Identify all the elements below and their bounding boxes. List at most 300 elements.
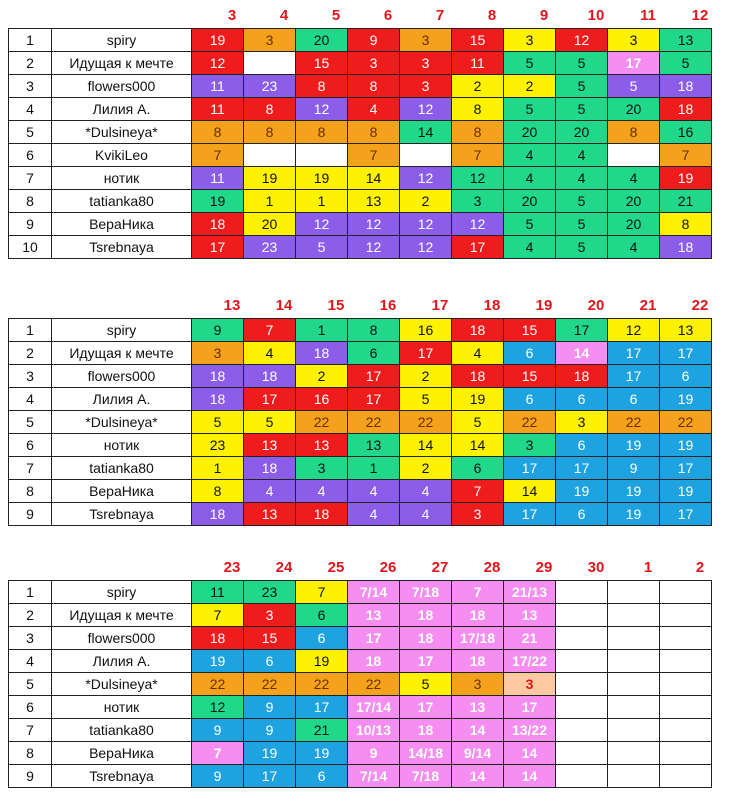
column-header: 7: [435, 7, 445, 24]
score-cell: 5: [660, 52, 712, 75]
participant-name: *Dulsineya*: [52, 673, 192, 696]
score-cell: 19: [556, 480, 608, 503]
score-cell: 13: [348, 434, 400, 457]
score-cell: 9: [348, 742, 400, 765]
score-cell: 14: [400, 434, 452, 457]
score-cell: 7/14: [348, 765, 400, 788]
score-cell: 5: [244, 411, 296, 434]
table-row: [9, 388, 712, 411]
score-cell: 5: [556, 190, 608, 213]
score-cell: 8: [192, 121, 244, 144]
score-cell: [400, 144, 452, 167]
score-cell: 14: [504, 765, 556, 788]
table-block-3: [8, 558, 720, 794]
score-cell: 15: [296, 52, 348, 75]
score-cell: 15: [504, 365, 556, 388]
score-cell: 2: [400, 365, 452, 388]
column-header: 4: [279, 7, 289, 24]
score-cell: 12: [296, 213, 348, 236]
participant-name: Лилия А.: [52, 650, 192, 673]
column-header: 5: [331, 7, 341, 24]
score-cell: 18: [400, 719, 452, 742]
row-number: 2: [9, 604, 52, 627]
score-cell: 19: [192, 190, 244, 213]
table-row: [9, 673, 712, 696]
score-cell: 4: [296, 480, 348, 503]
score-cell: [556, 627, 608, 650]
score-cell: 5: [556, 236, 608, 259]
score-cell: 7/18: [400, 581, 452, 604]
score-cell: 5: [556, 75, 608, 98]
row-number: 8: [9, 480, 52, 503]
score-cell: 18: [660, 75, 712, 98]
table-block-1: [8, 6, 720, 268]
column-header: 2: [695, 559, 705, 576]
column-header: 21: [639, 297, 657, 314]
score-cell: 20: [296, 29, 348, 52]
participant-name: spiry: [52, 581, 192, 604]
column-header: 17: [431, 297, 449, 314]
score-cell: [660, 696, 712, 719]
score-cell: 3: [400, 29, 452, 52]
score-cell: [608, 627, 660, 650]
row-number: 5: [9, 121, 52, 144]
score-cell: 17: [660, 457, 712, 480]
score-cell: 17: [244, 765, 296, 788]
score-cell: [608, 719, 660, 742]
score-cell: 4: [348, 480, 400, 503]
score-cell: 13: [504, 604, 556, 627]
column-header: 26: [379, 559, 397, 576]
score-cell: 3: [296, 457, 348, 480]
score-cell: 3: [608, 29, 660, 52]
participant-name: нотик: [52, 696, 192, 719]
score-cell: 8: [660, 213, 712, 236]
score-cell: [556, 581, 608, 604]
score-cell: 2: [452, 75, 504, 98]
score-cell: 22: [192, 673, 244, 696]
score-cell: 6: [296, 627, 348, 650]
score-cell: 17: [660, 503, 712, 526]
table-row: [9, 581, 712, 604]
score-cell: 17/22: [504, 650, 556, 673]
score-cell: 18: [452, 604, 504, 627]
score-cell: [660, 765, 712, 788]
score-cell: [660, 650, 712, 673]
score-cell: 4: [400, 480, 452, 503]
row-number: 3: [9, 627, 52, 650]
score-cell: 12: [192, 696, 244, 719]
score-cell: 6: [504, 342, 556, 365]
participant-name: spiry: [52, 29, 192, 52]
participant-name: tatianka80: [52, 190, 192, 213]
score-cell: 8: [348, 75, 400, 98]
score-cell: 4: [400, 503, 452, 526]
score-cell: 19: [660, 388, 712, 411]
score-cell: 13/22: [504, 719, 556, 742]
score-cell: 13: [660, 29, 712, 52]
score-cell: 19: [660, 434, 712, 457]
score-cell: 8: [348, 319, 400, 342]
schedule-table: [8, 580, 712, 788]
column-header: 1: [643, 559, 653, 576]
row-number: 6: [9, 434, 52, 457]
column-header: 20: [587, 297, 605, 314]
score-cell: 1: [348, 457, 400, 480]
score-cell: 18: [400, 627, 452, 650]
score-cell: 8: [296, 75, 348, 98]
score-cell: 13: [348, 190, 400, 213]
score-cell: 9: [348, 29, 400, 52]
column-header: 9: [539, 7, 549, 24]
score-cell: 11: [452, 52, 504, 75]
participant-name: Tsrebnaya: [52, 236, 192, 259]
participant-name: Идущая к мечте: [52, 342, 192, 365]
score-cell: 7: [348, 144, 400, 167]
score-cell: [660, 673, 712, 696]
participant-name: KvikiLeo: [52, 144, 192, 167]
score-cell: 3: [192, 342, 244, 365]
score-cell: 7: [296, 581, 348, 604]
schedule-table: [8, 28, 712, 259]
score-cell: 4: [348, 98, 400, 121]
table-row: [9, 627, 712, 650]
score-cell: 18: [192, 365, 244, 388]
row-number: 4: [9, 98, 52, 121]
table-row: [9, 604, 712, 627]
score-cell: 2: [400, 190, 452, 213]
participant-name: flowers000: [52, 75, 192, 98]
table-row: [9, 144, 712, 167]
score-cell: 8: [244, 121, 296, 144]
score-cell: 6: [296, 765, 348, 788]
score-cell: 12: [192, 52, 244, 75]
score-cell: 5: [192, 411, 244, 434]
score-cell: 12: [400, 167, 452, 190]
score-cell: 2: [504, 75, 556, 98]
row-number: 3: [9, 365, 52, 388]
score-cell: 19: [660, 167, 712, 190]
score-cell: 14: [504, 742, 556, 765]
score-cell: 4: [244, 480, 296, 503]
score-cell: 9: [192, 765, 244, 788]
score-cell: 6: [296, 604, 348, 627]
row-number: 8: [9, 190, 52, 213]
table-row: [9, 29, 712, 52]
score-cell: 22: [296, 411, 348, 434]
score-cell: 5: [400, 388, 452, 411]
table-row: [9, 503, 712, 526]
column-header: 11: [640, 7, 656, 24]
score-cell: [608, 650, 660, 673]
score-cell: 3: [504, 29, 556, 52]
score-cell: 14: [452, 434, 504, 457]
column-header: 10: [587, 7, 605, 24]
row-number: 1: [9, 581, 52, 604]
score-cell: 17: [192, 236, 244, 259]
score-cell: 17: [556, 457, 608, 480]
score-cell: 16: [400, 319, 452, 342]
score-cell: 8: [452, 121, 504, 144]
score-cell: 21: [504, 627, 556, 650]
score-cell: 23: [244, 75, 296, 98]
score-cell: 20: [608, 98, 660, 121]
score-cell: [608, 144, 660, 167]
row-number: 7: [9, 167, 52, 190]
score-cell: 5: [504, 213, 556, 236]
score-cell: 18: [296, 503, 348, 526]
score-cell: 17: [348, 627, 400, 650]
score-cell: 7: [192, 604, 244, 627]
table-row: [9, 121, 712, 144]
row-number: 9: [9, 213, 52, 236]
score-cell: 6: [556, 388, 608, 411]
participant-name: нотик: [52, 434, 192, 457]
score-cell: 18: [660, 236, 712, 259]
column-header: 28: [483, 559, 501, 576]
participant-name: ВераНика: [52, 480, 192, 503]
score-cell: 17: [348, 388, 400, 411]
score-cell: 22: [296, 673, 348, 696]
score-cell: 17: [400, 650, 452, 673]
score-cell: 1: [192, 457, 244, 480]
score-cell: 8: [244, 98, 296, 121]
score-cell: 11: [192, 167, 244, 190]
score-cell: 5: [504, 98, 556, 121]
score-cell: 3: [244, 604, 296, 627]
score-cell: 13: [244, 503, 296, 526]
participant-name: Tsrebnaya: [52, 503, 192, 526]
column-header: 14: [275, 297, 293, 314]
score-cell: 13: [296, 434, 348, 457]
score-cell: 17: [400, 342, 452, 365]
score-cell: 17: [452, 236, 504, 259]
score-cell: 11: [192, 581, 244, 604]
column-header: 23: [223, 559, 241, 576]
score-cell: 12: [400, 98, 452, 121]
table-row: [9, 213, 712, 236]
score-cell: 17: [504, 457, 556, 480]
score-cell: [608, 581, 660, 604]
score-cell: [296, 144, 348, 167]
score-cell: 15: [452, 29, 504, 52]
column-header: 27: [431, 559, 449, 576]
score-cell: 18: [452, 319, 504, 342]
score-cell: 3: [452, 673, 504, 696]
table-row: [9, 342, 712, 365]
participant-name: Tsrebnaya: [52, 765, 192, 788]
table-row: [9, 457, 712, 480]
score-cell: 14: [504, 480, 556, 503]
column-header: 13: [223, 297, 241, 314]
score-cell: 6: [556, 503, 608, 526]
participant-name: *Dulsineya*: [52, 411, 192, 434]
score-cell: 22: [348, 411, 400, 434]
schedule-table: [8, 318, 712, 526]
score-cell: 18: [400, 604, 452, 627]
row-number: 4: [9, 650, 52, 673]
score-cell: 19: [244, 167, 296, 190]
score-cell: 7: [192, 742, 244, 765]
score-cell: 12: [296, 98, 348, 121]
score-cell: 18: [192, 388, 244, 411]
score-cell: 4: [452, 342, 504, 365]
score-cell: 7: [192, 144, 244, 167]
participant-name: spiry: [52, 319, 192, 342]
score-cell: 21/13: [504, 581, 556, 604]
score-cell: 12: [452, 213, 504, 236]
score-cell: 18: [192, 213, 244, 236]
row-number: 7: [9, 457, 52, 480]
score-cell: 3: [504, 673, 556, 696]
score-cell: 19: [608, 503, 660, 526]
score-cell: 12: [348, 213, 400, 236]
score-cell: 22: [348, 673, 400, 696]
score-cell: 12: [400, 213, 452, 236]
score-cell: 1: [296, 190, 348, 213]
participant-name: tatianka80: [52, 719, 192, 742]
score-cell: 7: [244, 319, 296, 342]
participant-name: *Dulsineya*: [52, 121, 192, 144]
participant-name: Лилия А.: [52, 388, 192, 411]
score-cell: 5: [608, 75, 660, 98]
score-cell: [556, 742, 608, 765]
score-cell: 18: [192, 627, 244, 650]
column-header: 16: [379, 297, 397, 314]
score-cell: 12: [556, 29, 608, 52]
score-cell: 18: [244, 457, 296, 480]
score-cell: 19: [608, 480, 660, 503]
score-cell: 23: [244, 236, 296, 259]
score-cell: 2: [400, 457, 452, 480]
score-cell: [608, 696, 660, 719]
score-cell: 5: [556, 52, 608, 75]
score-cell: 9/14: [452, 742, 504, 765]
score-cell: [660, 627, 712, 650]
score-cell: 20: [608, 190, 660, 213]
score-cell: [556, 719, 608, 742]
score-cell: 17: [608, 365, 660, 388]
score-cell: 5: [452, 411, 504, 434]
score-cell: 12: [452, 167, 504, 190]
score-cell: 9: [608, 457, 660, 480]
score-cell: 7: [660, 144, 712, 167]
row-number: 3: [9, 75, 52, 98]
score-cell: 18: [660, 98, 712, 121]
column-header: 19: [535, 297, 553, 314]
score-cell: 13: [244, 434, 296, 457]
row-number: 1: [9, 319, 52, 342]
score-cell: [608, 673, 660, 696]
score-cell: 16: [660, 121, 712, 144]
score-cell: 22: [504, 411, 556, 434]
row-number: 10: [9, 236, 52, 259]
score-cell: 3: [400, 75, 452, 98]
score-cell: 17: [400, 696, 452, 719]
column-header: 8: [487, 7, 497, 24]
score-cell: 8: [348, 121, 400, 144]
score-cell: 19: [660, 480, 712, 503]
column-header: 12: [691, 7, 709, 24]
score-cell: 20: [244, 213, 296, 236]
score-cell: 6: [660, 365, 712, 388]
column-header: 15: [327, 297, 345, 314]
score-cell: 20: [504, 121, 556, 144]
score-cell: 17: [556, 319, 608, 342]
score-cell: 1: [244, 190, 296, 213]
score-cell: 13: [348, 604, 400, 627]
table-row: [9, 52, 712, 75]
row-number: 9: [9, 765, 52, 788]
column-header: 24: [275, 559, 293, 576]
score-cell: 1: [296, 319, 348, 342]
participant-name: нотик: [52, 167, 192, 190]
table-row: [9, 742, 712, 765]
score-cell: 4: [504, 236, 556, 259]
score-cell: 18: [452, 365, 504, 388]
score-cell: 9: [244, 696, 296, 719]
score-cell: 3: [244, 29, 296, 52]
column-header: 22: [691, 297, 709, 314]
table-row: [9, 190, 712, 213]
score-cell: 17: [296, 696, 348, 719]
score-cell: 19: [296, 650, 348, 673]
score-cell: 12: [348, 236, 400, 259]
score-cell: 13: [660, 319, 712, 342]
score-cell: 9: [192, 319, 244, 342]
score-cell: 14: [400, 121, 452, 144]
score-cell: 4: [244, 342, 296, 365]
score-cell: 4: [608, 236, 660, 259]
score-cell: 5: [504, 52, 556, 75]
score-cell: 2: [296, 365, 348, 388]
score-cell: 6: [244, 650, 296, 673]
score-cell: 21: [296, 719, 348, 742]
row-number: 5: [9, 411, 52, 434]
row-number: 9: [9, 503, 52, 526]
score-cell: 22: [400, 411, 452, 434]
score-cell: 9: [244, 719, 296, 742]
score-cell: 18: [556, 365, 608, 388]
score-cell: 17: [504, 696, 556, 719]
score-cell: 21: [660, 190, 712, 213]
score-cell: 6: [348, 342, 400, 365]
score-cell: 19: [296, 167, 348, 190]
column-header: 3: [227, 7, 237, 24]
score-cell: 20: [504, 190, 556, 213]
table-row: [9, 480, 712, 503]
score-cell: 14/18: [400, 742, 452, 765]
row-number: 2: [9, 52, 52, 75]
score-cell: [608, 765, 660, 788]
score-cell: 22: [608, 411, 660, 434]
score-cell: 8: [192, 480, 244, 503]
score-cell: 4: [504, 167, 556, 190]
table-row: [9, 75, 712, 98]
table-row: [9, 696, 712, 719]
score-cell: 14: [452, 719, 504, 742]
row-number: 6: [9, 144, 52, 167]
table-row: [9, 236, 712, 259]
row-number: 7: [9, 719, 52, 742]
participant-name: tatianka80: [52, 457, 192, 480]
score-cell: 19: [244, 742, 296, 765]
score-cell: 17/18: [452, 627, 504, 650]
score-cell: 4: [556, 144, 608, 167]
score-cell: 14: [452, 765, 504, 788]
column-header: 18: [483, 297, 501, 314]
score-cell: 22: [244, 673, 296, 696]
